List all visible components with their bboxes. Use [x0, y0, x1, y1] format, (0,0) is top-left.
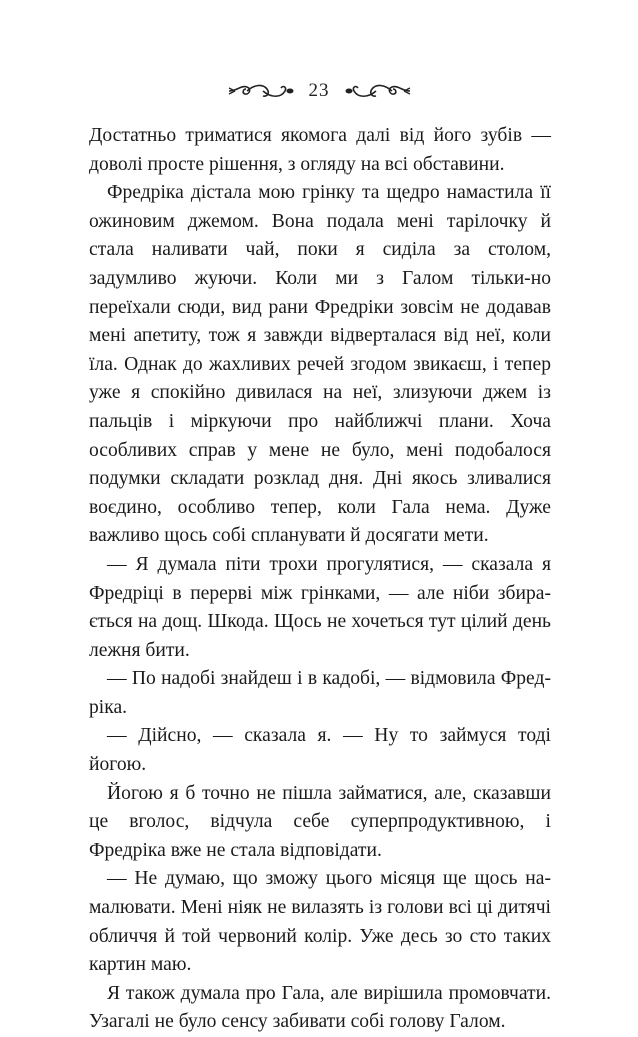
flourish-right-icon — [344, 80, 412, 102]
page-header — [0, 78, 638, 104]
page-number: 23 — [308, 80, 330, 101]
paragraph-2: Фредріка дістала мою грінку та щедро намастила її ожиновим джемом. Вона подала мені тарілочку й стала наливати чай, поки я сиділа за столом, задумливо жуючи. Коли ми з Галом тільки-но переїхали сюди, вид рани Фредріки зовсім не додавав мені апетиту, тож я завжди відверталася від неї, коли їла. Однак до жахливих речей згодом звикаєш, і тепер уже я спокійно дивилася на неї, злизуючи джем із пальців і міркуючи про найближчі плани. Хоча особливих справ у мене не було, мені подобалося подумки складати розклад дня. Дні якось зливалися воєдино, особливо тепер, коли Гала нема. Дуже важливо щось собі спланувати й досягати мети. — [89, 182, 551, 547]
paragraph-7: — Не думаю, що зможу цього місяця ще щось намалювати. Мені ніяк не вилазять із голови всі ці дитячі обличчя й той червоний колір. Уже десь зо сто таких картин маю. — [89, 868, 551, 976]
paragraph-6: Йогою я б точно не пішла займатися, але, сказавши це вголос, відчула себе суперпродуктивною, і Фредріка вже не стала відповідати. — [89, 782, 551, 861]
paragraph-5: — Дійсно, — сказала я. — Ну то займуся тоді йогою. — [89, 725, 551, 776]
paragraph-1: Достатньо триматися якомога далі від його зубів — доволі просте рішення, з огляду на всі обставини. — [89, 125, 551, 175]
paragraph-4: — По надобі знайдеш і в кадобі, — відмовила Фредріка. — [89, 668, 551, 718]
paragraph-8: Я також думала про Гала, але вирішила промовчати. Узагалі не було сенсу забивати собі голову Галом. — [89, 982, 551, 1033]
flourish-left-icon — [227, 80, 295, 102]
paragraph-3: — Я думала піти трохи прогулятися, — сказала я Фредріці в перерві між грінками, — але ніби збирається на дощ. Шкода. Щось не хочеться тут цілий день лежня бити. — [89, 553, 551, 661]
body-text — [89, 122, 551, 1037]
